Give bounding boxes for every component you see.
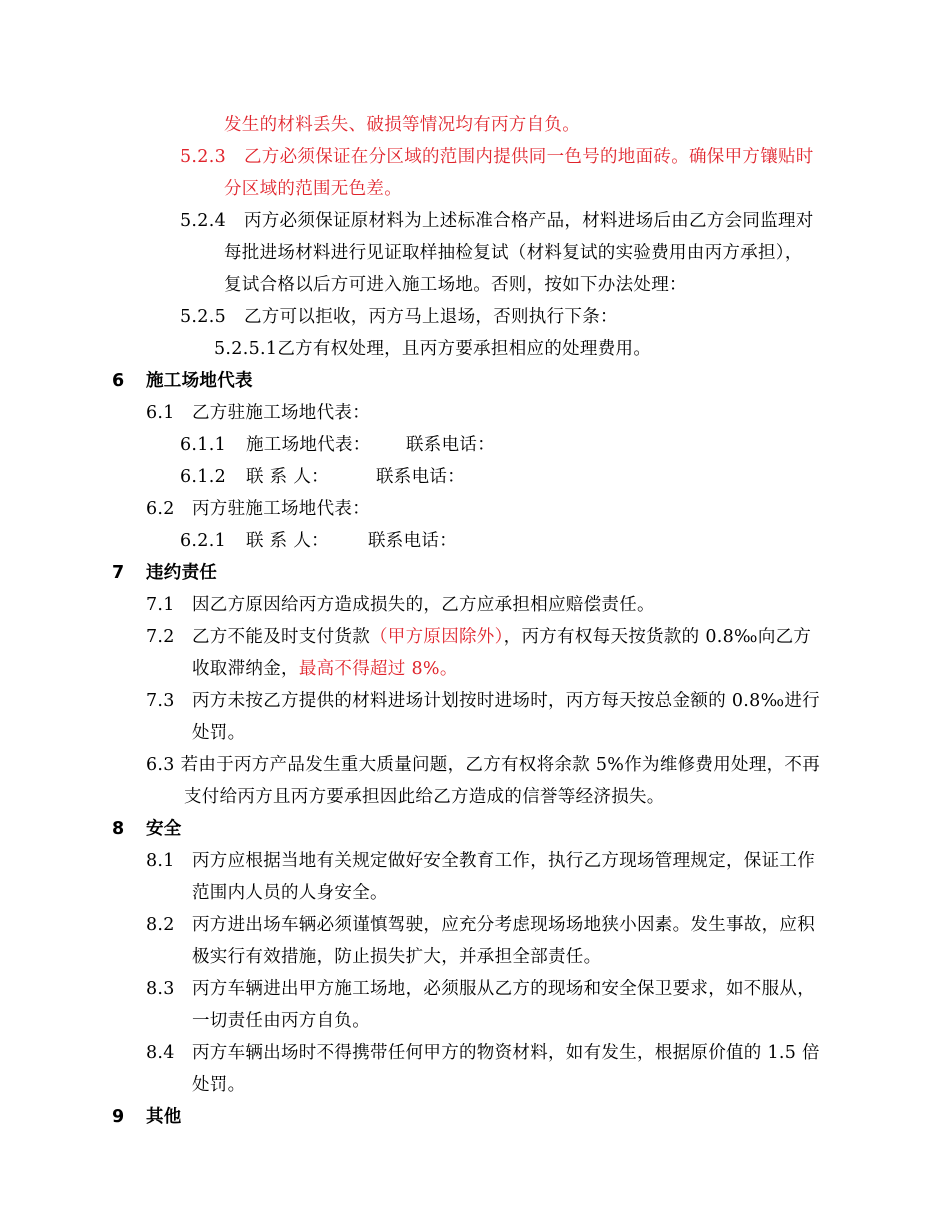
clause-text: 丙方未按乙方提供的材料进场计划按时进场时，丙方每天按总金额的 0.8‰进行 (192, 691, 820, 711)
highlighted-cap: 最高不得超过 8%。 (298, 659, 458, 679)
section-9-heading (112, 1106, 182, 1128)
clause-5-2-4-line-1 (180, 210, 814, 232)
section-number: 8 (112, 819, 125, 839)
clause-5-2-4-line-2: 每批进场材料进行见证取样抽检复试（材料复试的实验费用由丙方承担）， (224, 243, 803, 263)
section-title: 违约责任 (146, 563, 218, 583)
clause-7-2-line-1 (146, 626, 811, 648)
phone-label: 联系电话： (406, 435, 495, 455)
clause-number: 8.3 (146, 979, 175, 999)
clause-8-1-line-1 (146, 850, 815, 872)
section-number: 9 (112, 1107, 125, 1127)
clause-5-2-3-line-1 (180, 146, 814, 168)
highlighted-exception: （甲方原因除外） (370, 627, 504, 647)
clause-number: 7.2 (146, 627, 175, 647)
clause-text: 因乙方原因给丙方造成损失的，乙方应承担相应赔偿责任。 (192, 595, 655, 615)
clause-number: 6.2.1 (180, 531, 227, 551)
clause-number: 5.2.3 (180, 147, 227, 167)
section-8-heading (112, 818, 182, 840)
clause-8-2-line-1 (146, 914, 815, 936)
clause-text: ，丙方有权每天按货款的 0.8‰向乙方 (503, 627, 812, 647)
clause-text: 乙方必须保证在分区域的范围内提供同一色号的地面砖。确保甲方镶贴时 (244, 147, 814, 167)
clause-number: 8.4 (146, 1043, 175, 1063)
clause-text: 丙方车辆进出甲方施工场地，必须服从乙方的现场和安全保卫要求，如不服从， (192, 979, 815, 999)
section-number: 6 (112, 371, 125, 391)
clause-text: 收取滞纳金， (192, 659, 299, 679)
section-7-heading (112, 562, 217, 584)
section-title: 其他 (146, 1107, 182, 1127)
clause-6-1 (146, 402, 370, 424)
clause-text: 丙方必须保证原材料为上述标准合格产品，材料进场后由乙方会同监理对 (244, 211, 814, 231)
clause-7-2-line-2 (192, 658, 458, 680)
representative-label: 施工场地代表： (246, 435, 371, 455)
clause-number: 8.2 (146, 915, 175, 935)
clause-text: 乙方驻施工场地代表： (192, 403, 370, 423)
clause-text: 乙方可以拒收，丙方马上退场，否则执行下条： (244, 307, 618, 327)
clause-6-2 (146, 498, 370, 520)
clause-number: 7.1 (146, 595, 175, 615)
clause-8-2-line-2: 极实行有效措施，防止损失扩大，并承担全部责任。 (192, 947, 602, 967)
clause-8-3-line-2: 一切责任由丙方自负。 (192, 1011, 370, 1031)
clause-text: 丙方车辆出场时不得携带任何甲方的物资材料，如有发生，根据原价值的 1.5 倍 (192, 1043, 820, 1063)
clause-7-3-line-2: 处罚。 (192, 723, 246, 743)
clause-number: 6.1.2 (180, 467, 227, 487)
clause-5-2-2-continuation: 发生的材料丢失、破损等情况均有丙方自负。 (224, 115, 580, 135)
section-title: 施工场地代表 (146, 371, 253, 391)
clause-5-2-5 (180, 306, 618, 328)
clause-5-2-4-line-3: 复试合格以后方可进入施工场地。否则，按如下办法处理： (224, 275, 687, 295)
phone-label: 联系电话： (368, 531, 457, 551)
clause-text: 丙方进出场车辆必须谨慎驾驶，应充分考虑现场场地狭小因素。发生事故，应积 (192, 915, 815, 935)
section-title: 安全 (146, 819, 182, 839)
clause-6-3-line-1: 6.3 若由于丙方产品发生重大质量问题，乙方有权将余款 5%作为维修费用处理，不再 (146, 755, 821, 775)
clause-5-2-3-line-2: 分区域的范围无色差。 (224, 179, 402, 199)
clause-text: 乙方不能及时支付货款 (192, 627, 370, 647)
clause-6-2-1 (180, 530, 457, 552)
clause-6-3-line-2: 支付给丙方且丙方要承担因此给乙方造成的信誉等经济损失。 (184, 787, 665, 807)
clause-7-3-line-1 (146, 690, 820, 712)
clause-6-1-2 (180, 466, 465, 488)
contact-person-label: 联 系 人： (246, 531, 329, 551)
clause-number: 6.1.1 (180, 435, 227, 455)
clause-8-3-line-1 (146, 978, 815, 1000)
section-number: 7 (112, 563, 125, 583)
clause-7-1 (146, 594, 655, 616)
clause-number: 6.2 (146, 499, 175, 519)
clause-number: 6.1 (146, 403, 175, 423)
phone-label: 联系电话： (376, 467, 465, 487)
clause-number: 7.3 (146, 691, 175, 711)
clause-number: 5.2.5 (180, 307, 227, 327)
clause-8-4-line-2: 处罚。 (192, 1075, 246, 1095)
clause-text: 丙方驻施工场地代表： (192, 499, 370, 519)
clause-text: 丙方应根据当地有关规定做好安全教育工作，执行乙方现场管理规定，保证工作 (192, 851, 815, 871)
section-6-heading (112, 370, 253, 392)
clause-number: 8.1 (146, 851, 175, 871)
clause-number: 5.2.4 (180, 211, 227, 231)
clause-8-1-line-2: 范围内人员的人身安全。 (192, 883, 388, 903)
clause-8-4-line-1 (146, 1042, 820, 1064)
clause-5-2-5-1: 5.2.5.1乙方有权处理，且丙方要承担相应的处理费用。 (214, 339, 652, 359)
contact-person-label: 联 系 人： (246, 467, 329, 487)
clause-6-1-1 (180, 434, 495, 456)
